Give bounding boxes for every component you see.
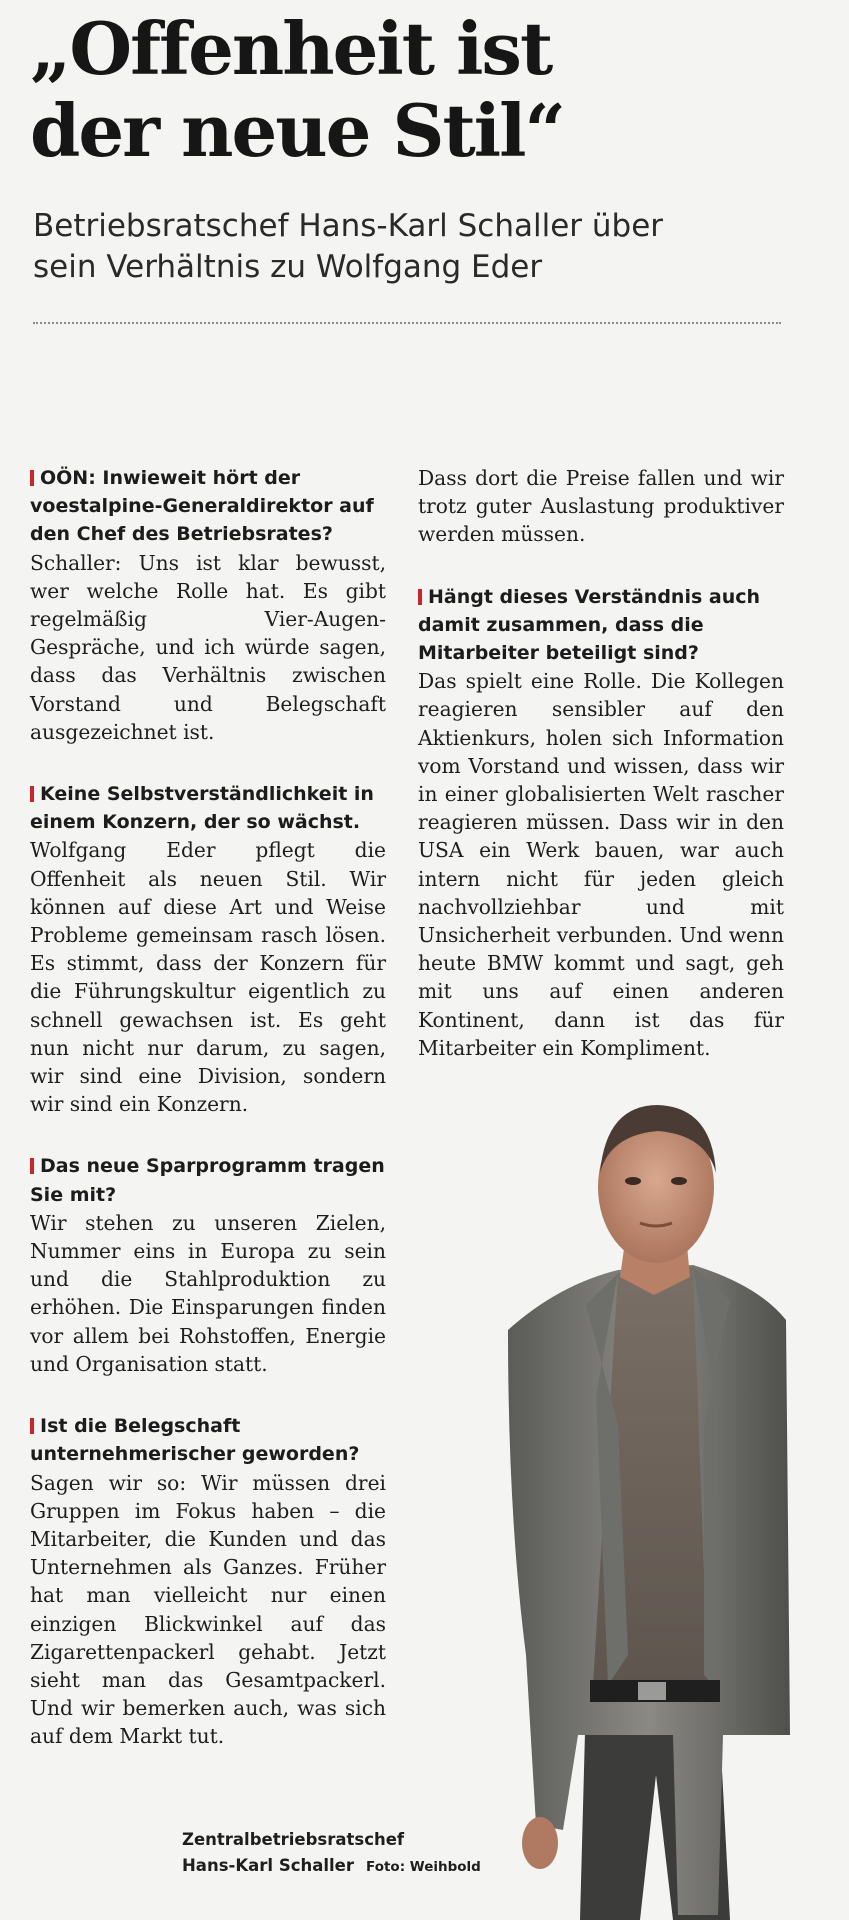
- interview-block-5: [418, 583, 784, 1062]
- answer-4: Sagen wir so: Wir müssen drei Gruppen im Fokus haben – die Mitarbeiter, die Kunden und das Unternehmen als Ganzes. Früher hat man vielleicht nur einen einzigen Blickwinkel auf das Zigarettenpackerl gehabt. Jetzt sieht man das Gesamtpackerl. Und wir bemerken auch, was sich auf dem Markt tut.: [30, 1470, 386, 1749]
- interview-block-2: [30, 780, 386, 1118]
- question-marker-icon: [30, 786, 34, 802]
- answer-1: Schaller: Uns ist klar bewusst, wer welche Rolle hat. Es gibt regelmäßig Vier-Augen-Gespräche, und ich würde sagen, dass das Verhältnis zwischen Vorstand und Belegschaft ausgezeichnet ist.: [30, 550, 386, 744]
- question-marker-icon: [30, 470, 34, 486]
- answer-3: Wir stehen zu unseren Zielen, Nummer eins in Europa zu sein und die Stahlproduktion zu erhöhen. Die Einsparungen finden vor allem bei Rohstoffen, Energie und Organisation statt.: [30, 1210, 386, 1376]
- question-5: [418, 583, 784, 668]
- headline: [30, 8, 630, 172]
- question-marker-icon: [418, 589, 422, 605]
- caption-line-2: [182, 1853, 481, 1880]
- question-1-text: OÖN: Inwieweit hört der voestalpine-Generaldirektor auf den Chef des Betriebsrates?: [30, 467, 374, 546]
- subheadline-line-1: Betriebsratschef Hans-Karl Schaller über: [33, 208, 664, 244]
- question-4: [30, 1412, 386, 1468]
- question-marker-icon: [30, 1158, 34, 1174]
- photo-caption: [182, 1827, 481, 1880]
- answer-2: Wolfgang Eder pflegt die Offenheit als neuen Stil. Wir können auf diese Art und Weise Probleme gemeinsam rasch lösen. Es stimmt, dass der Konzern für die Führungskultur eigentlich zu schnell gewachsen ist. Es geht nun nicht nur darum, zu sagen, wir sind eine Division, sondern wir sind ein Konzern.: [30, 838, 386, 1117]
- portrait-photo: [468, 1095, 798, 1920]
- question-3-text: Das neue Sparprogramm tragen Sie mit?: [30, 1155, 385, 1206]
- question-marker-icon: [30, 1418, 34, 1434]
- subheadline: [33, 206, 673, 288]
- interview-block-3: [30, 1152, 386, 1378]
- photo-credit: Foto: Weihbold: [366, 1859, 481, 1875]
- answer-5: Das spielt eine Rolle. Die Kollegen reagieren sensibler auf den Aktienkurs, holen sich Information vom Vorstand und wissen, dass wir in einer globalisierten Welt rascher reagieren müssen. Dass wir in den USA ein Werk bauen, war auch intern nicht für jeden gleich nachvollziehbar und mit Unsicherheit verbunden. Und wenn heute BMW kommt und sagt, geh mit uns auf einen anderen Kontinent, dann ist das für Mitarbeiter ein Kompliment.: [418, 669, 784, 1060]
- left-column: [30, 464, 386, 1785]
- question-4-text: Ist die Belegschaft unternehmerischer geworden?: [30, 1415, 360, 1466]
- question-3: [30, 1152, 386, 1208]
- interview-block-1: [30, 464, 386, 746]
- hand-shape: [522, 1817, 558, 1869]
- subheadline-line-2: sein Verhältnis zu Wolfgang Eder: [33, 249, 543, 285]
- right-column: [418, 464, 784, 1096]
- caption-name: Hans-Karl Schaller: [182, 1856, 355, 1875]
- question-2: [30, 780, 386, 836]
- interview-block-4: [30, 1412, 386, 1750]
- question-5-text: Hängt dieses Verständnis auch damit zusammen, dass die Mitarbeiter beteiligt sind?: [418, 585, 761, 665]
- continuation-text: Dass dort die Preise fallen und wir trotz guter Auslastung produktiver werden müssen.: [418, 466, 784, 547]
- question-2-text: Keine Selbstverständlichkeit in einem Konzern, der so wächst.: [30, 783, 374, 834]
- belt-buckle-shape: [638, 1682, 666, 1700]
- headline-line-1: „Offenheit ist: [30, 6, 552, 91]
- caption-line-1: Zentralbetriebsratschef: [182, 1830, 405, 1849]
- question-1: [30, 464, 386, 549]
- continuation-block: [418, 464, 784, 549]
- headline-line-2: der neue Stil“: [30, 88, 564, 173]
- dotted-divider: [33, 322, 781, 324]
